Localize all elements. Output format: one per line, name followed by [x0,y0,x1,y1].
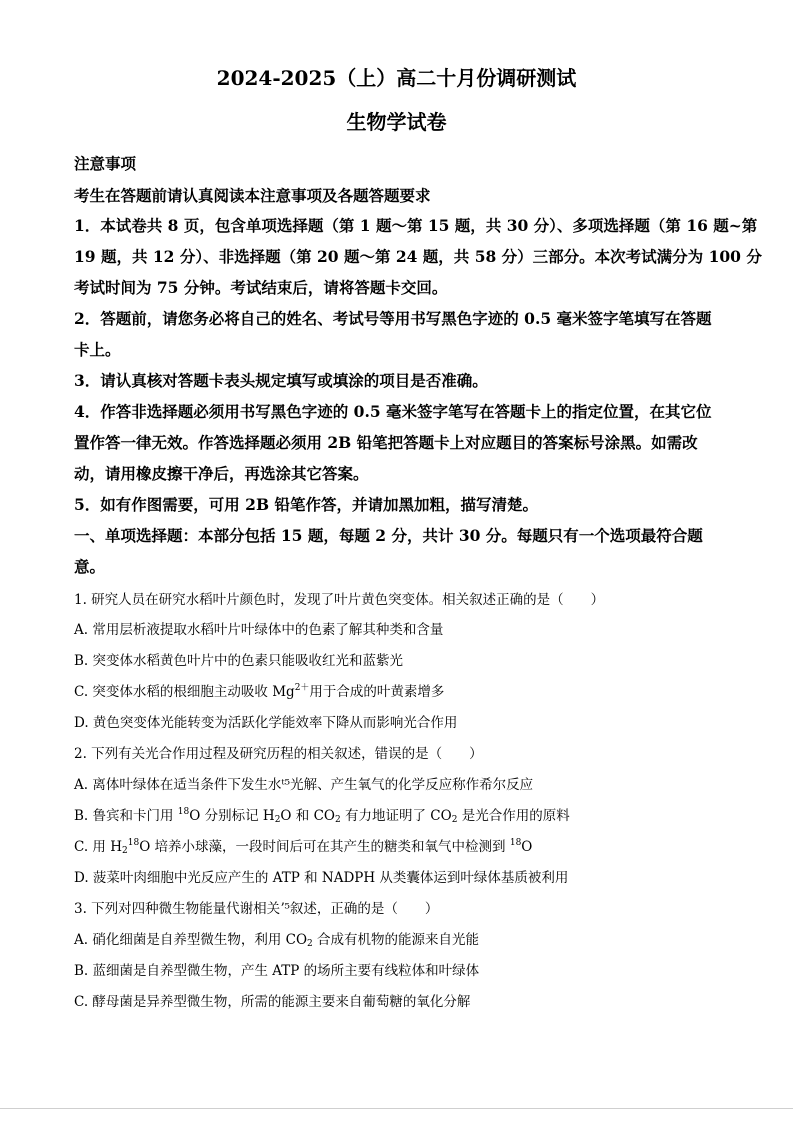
section-heading-cont: 意。 [74,557,106,576]
q1-option-c: C. 突变体水稻的根细胞主动吸收 $Mg^{2+}$用于合成的叶黄素增多 [74,683,445,700]
section-heading: 一、单项选择题：本部分包括 15 题，每题 2 分，共计 30 分。每题只有一个选项最符合题 [74,526,703,545]
q1-option-d: D. 黄色突变体光能转变为活跃化学能效率下降从而影响光合作用 [74,715,458,731]
page-bottom-rule [0,1108,793,1109]
q3-stem: 3. 下列对四种微生物能量代谢相关ʼ⁵叙述，正确的是（ ） [74,901,439,917]
q2-option-d: D. 菠菜叶肉细胞中光反应产生的 ATP 和 NADPH 从类囊体运到叶绿体基质被利用 [74,870,569,886]
q1-option-b: B. 突变体水稻黄色叶片中的色素只能吸收红光和蓝紫光 [74,653,404,669]
notice-line: 3．请认真核对答题卡表头规定填写或填涂的项目是否准确。 [74,371,488,390]
notice-line: 考试时间为 75 分钟。考试结束后，请将答题卡交回。 [74,278,448,297]
notice-line: 1．本试卷共 8 页，包含单项选择题（第 1 题～第 15 题，共 30 分）、多项选择题（第 16 题~第 [74,216,758,235]
notice-line: 卡上。 [74,340,121,359]
notice-line: 4．作答非选择题必须用书写黑色字迹的 0.5 毫米签字笔写在答题卡上的指定位置，在其它位 [74,402,712,421]
q3-option-c: C. 酵母菌是异养型微生物，所需的能源主要来自葡萄糖的氧化分解 [74,994,471,1010]
q1-option-a: A. 常用层析液提取水稻叶片叶绿体中的色素了解其种类和含量 [74,622,444,638]
exam-title: 2024-2025（上）高二十月份调研测试 [216,66,577,90]
q2-stem: 2. 下列有关光合作用过程及研究历程的相关叙述，错误的是（ ） [74,746,483,762]
notice-line: 19 题，共 12 分）、非选择题（第 20 题～第 24 题，共 58 分）三部分。本次考试满分为 100 分 [74,247,762,266]
notice-line: 动，请用橡皮擦干净后，再选涂其它答案。 [74,464,369,483]
q3-option-a: A. 硝化细菌是自养型微生物，利用 $CO_2$ 合成有机物的能源来自光能 [74,932,480,949]
q3-option-b: B. 蓝细菌是自养型微生物，产生 ATP 的场所主要有线粒体和叶绿体 [74,963,480,979]
q1-stem: 1. 研究人员在研究水稻叶片颜色时，发现了叶片黄色突变体。相关叙述正确的是（ ） [74,592,605,608]
notice-intro: 考生在答题前请认真阅读本注意事项及各题答题要求 [74,186,431,205]
q2-option-a: A. 离体叶绿体在适当条件下发生水ᵗ⁵光解、产生氧气的化学反应称作希尔反应 [74,777,534,793]
exam-subtitle: 生物学试卷 [346,110,447,134]
notice-line: 5．如有作图需要，可用 2B 铅笔作答，并请加黑加粗，描写清楚。 [74,495,538,514]
q2-option-c: C. 用 $H_2^{18}O$ 培养小球藻，一段时间后可在其产生的糖类和氧气中检测到 $^{18}$O [74,838,533,856]
notice-line: 置作答一律无效。作答选择题必须用 2B 铅笔把答题卡上对应题目的答案标号涂黑。如需改 [74,433,698,452]
notice-line: 2．答题前，请您务必将自己的姓名、考试号等用书写黑色字迹的 0.5 毫米签字笔填写在答题 [74,309,712,328]
notice-heading: 注意事项 [74,154,137,173]
q2-option-b: B. 鲁宾和卡门用 $^{18}$O 分别标记 $H_2O$ 和 $CO_2$ 有力地证明了 $CO_2$ 是光合作用的原料 [74,807,570,825]
